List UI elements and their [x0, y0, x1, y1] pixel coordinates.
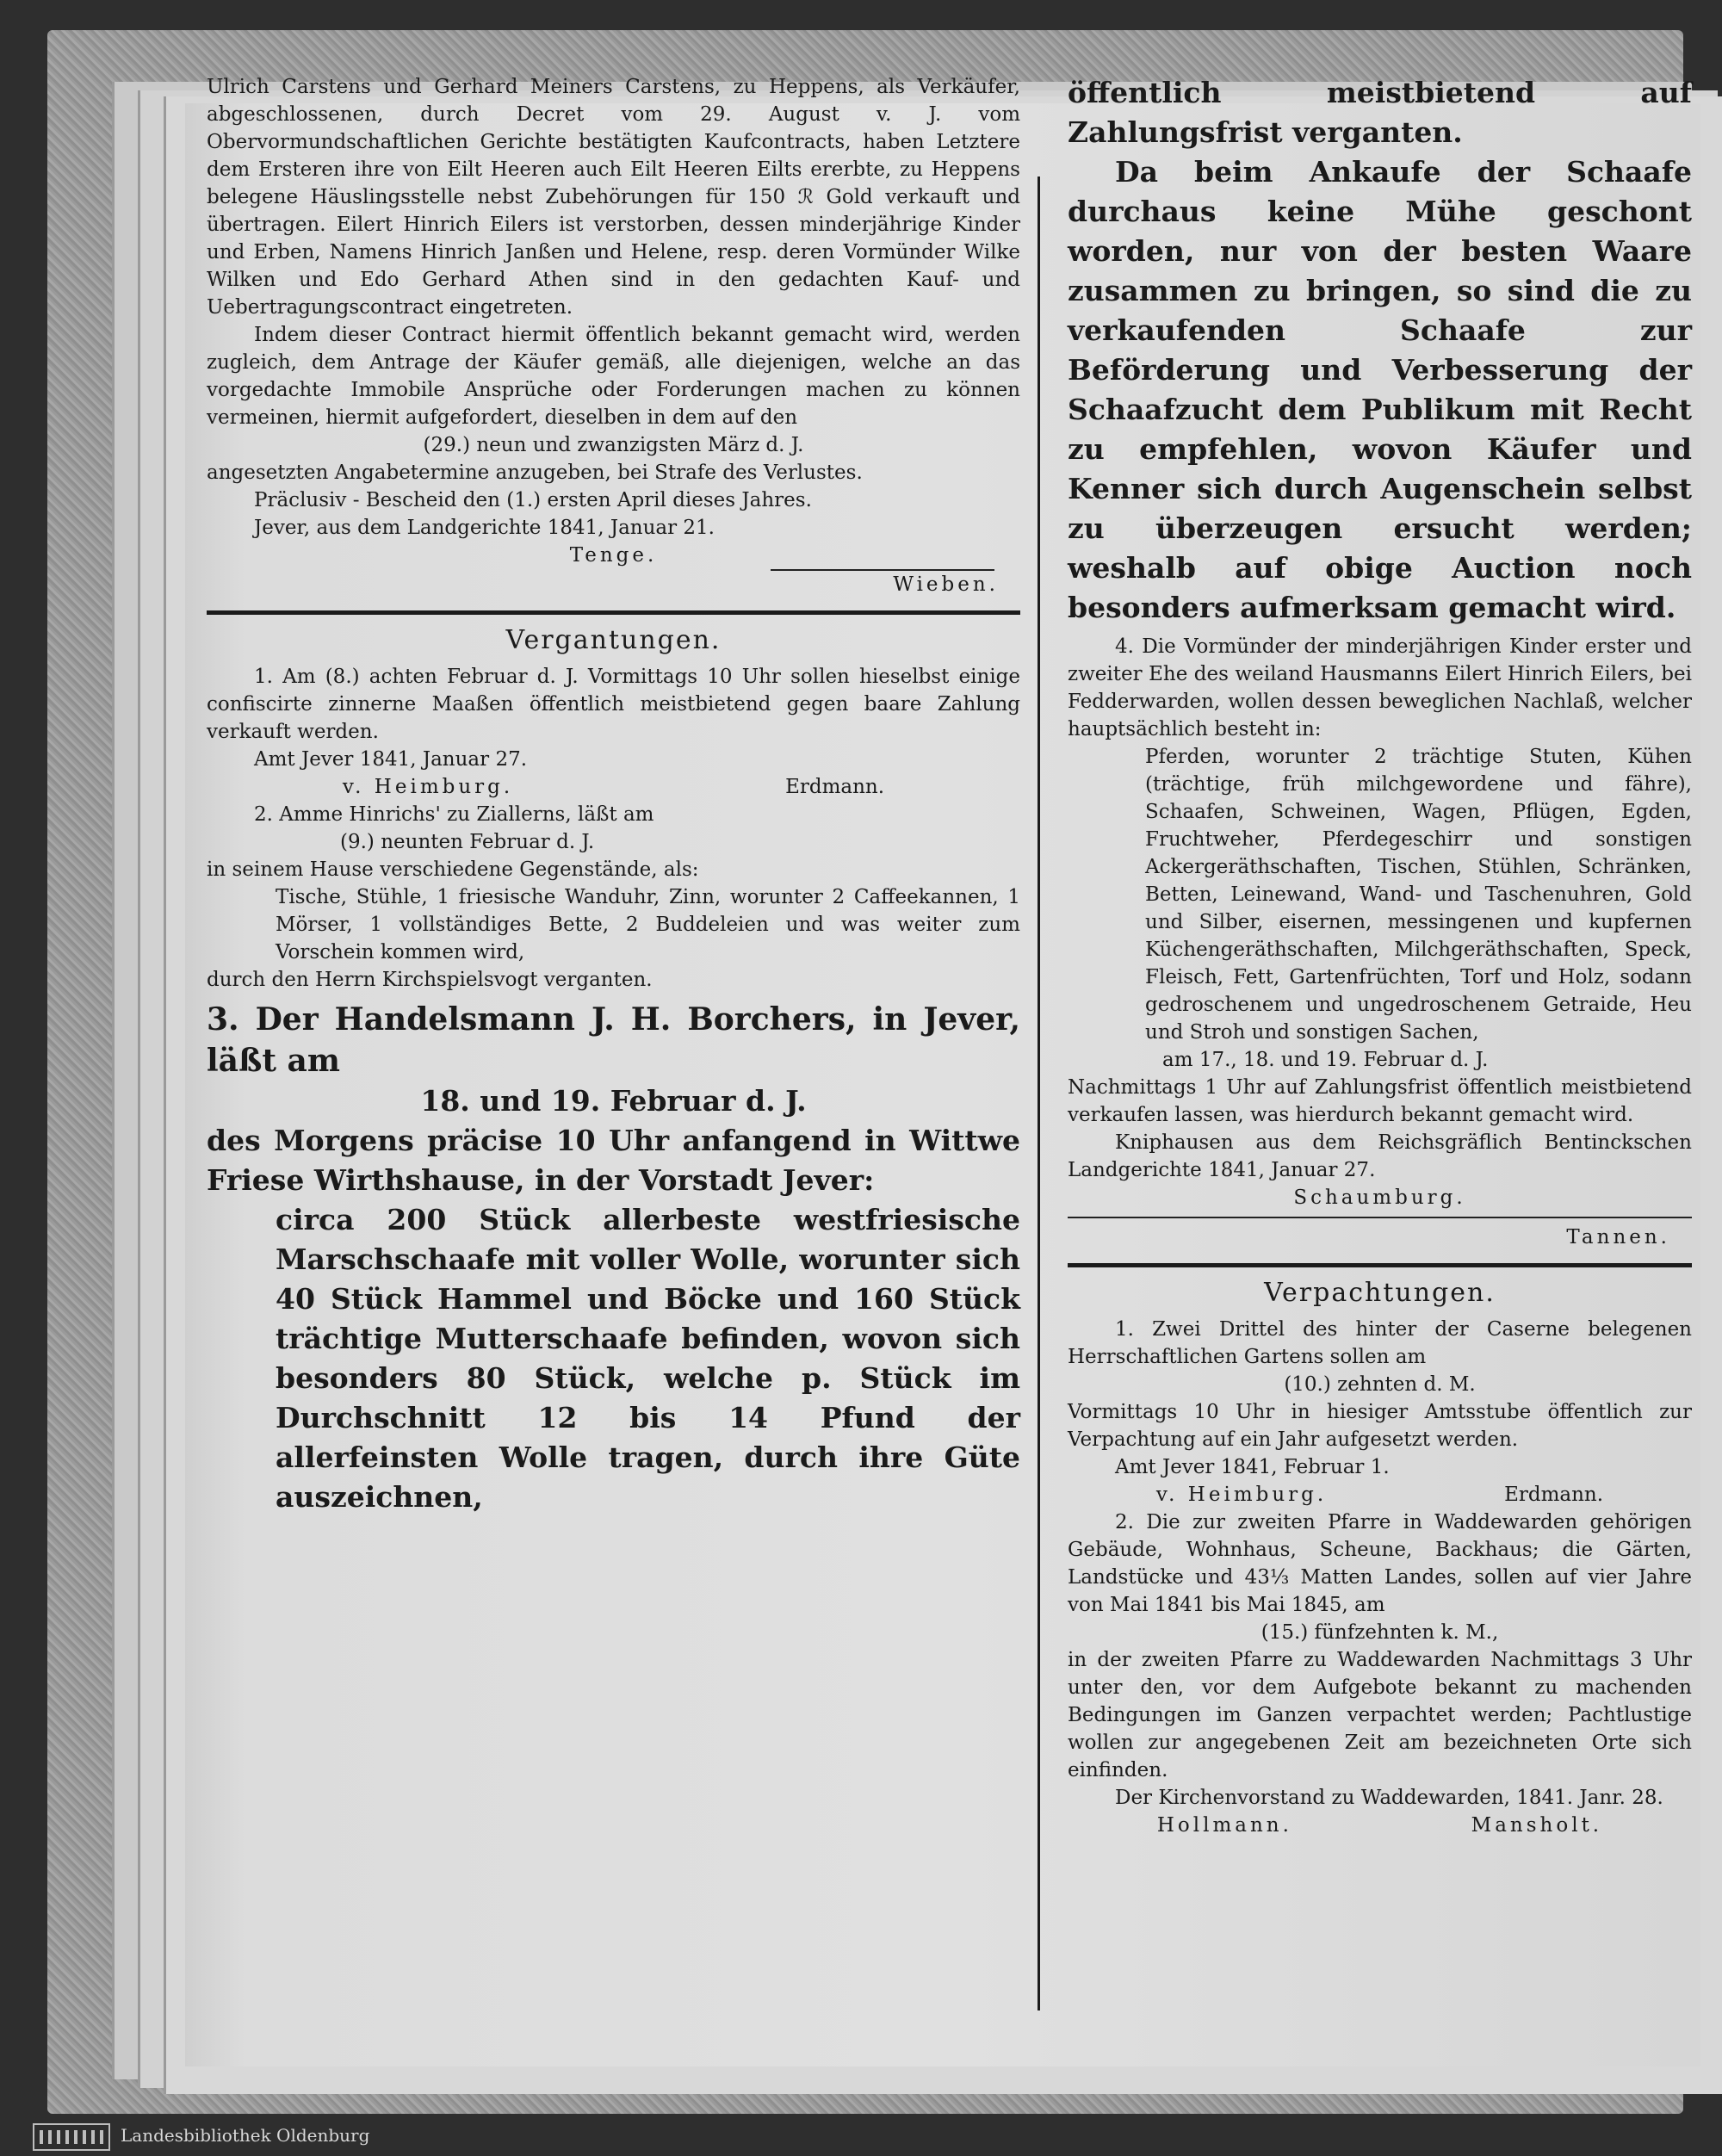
signature: v. Heimburg. — [1155, 1484, 1328, 1506]
notice-place-date: Kniphausen aus dem Reichsgräflich Bentinckschen Landgerichte 1841, Januar 27. — [1068, 1131, 1692, 1181]
signature: Erdmann. — [1504, 1484, 1604, 1506]
section-rule — [1068, 1263, 1692, 1267]
notice-date: 18. und 19. Februar d. J. — [420, 1084, 807, 1118]
column-divider — [1038, 177, 1040, 2010]
notice-text: in seinem Hause verschiedene Gegenstände, als: — [207, 858, 699, 881]
notice-item-1: 1. Am (8.) achten Februar d. J. Vormittags 10 Uhr sollen hieselbst einige confiscirte zinnerne Maaßen öffentlich meistbietend gegen baare Zahlung verkauft werden. — [207, 666, 1020, 743]
notice-signatures — [1068, 1812, 1692, 1839]
notice-item-4: 4. Die Vormünder der minderjährigen Kinder erster und zweiter Ehe des weiland Hausmanns Eilert Hinrich Eilers, bei Fedderwarden, wollen dessen beweglichen Nachlaß, welcher hauptsächlich besteht in: — [1068, 635, 1692, 740]
notice-date: am 17., 18. und 19. Februar d. J. — [1162, 1049, 1489, 1071]
notice-place-date: Amt Jever 1841, Februar 1. — [1115, 1456, 1390, 1478]
signature: Schaumburg. — [1293, 1186, 1466, 1209]
notice-date: (10.) zehnten d. M. — [1284, 1373, 1476, 1396]
place-date: Jever, aus dem Landgerichte 1841, Januar 21. — [254, 517, 715, 539]
notice-item-3: 3. Der Handelsmann J. H. Borchers, in Jever, läßt am — [207, 1001, 1020, 1079]
notice-place-date: Amt Jever 1841, Januar 27. — [254, 748, 528, 771]
contract-paragraph: Indem dieser Contract hiermit öffentlich bekannt gemacht wird, werden zugleich, dem Antrage der Käufer gemäß, alle diejenigen, welche an das vorgedachte Immobile Ansprüche oder Forderungen machen zu können vermeinen, hiermit aufgefordert, dieselben in dem auf den — [207, 324, 1020, 429]
estate-list: Pferden, worunter 2 trächtige Stuten, Kühen (trächtige, früh milchgewordene und fähre), Schaafen, Schweinen, Wagen, Pflügen, Egden, Fruchtweher, Pferdegeschirr und sonstigen Ackergeräthschaften, Tischen, Stühlen, Schränken, Betten, Leinewand, Wand- und Taschenuhren, Gold und Silber, eisernen, messingenen und kupfernen Küchengeräthschaften, Milchgeräthschaften, Speck, Fleisch, Fett, Gartenfrüchten, Torf und Holz, sodann gedroschenem und ungedroschenem Getraide, Heu und Stroh und sonstigen Sachen, — [1145, 746, 1692, 1044]
library-logo-icon — [33, 2123, 110, 2151]
notice-text: Nachmittags 1 Uhr auf Zahlungsfrist öffentlich meistbietend verkaufen lassen, was hierdurch bekannt gemacht wird. — [1068, 1076, 1692, 1126]
goods-list: Tische, Stühle, 1 friesische Wanduhr, Zinn, worunter 2 Caffeekannen, 1 Mörser, 1 vollständiges Bette, 2 Buddeleien und was weiter zum Vorschein kommen wird, — [276, 886, 1020, 963]
notice-date: (15.) fünfzehnten k. M., — [1261, 1621, 1499, 1644]
intro-paragraph: Ulrich Carstens und Gerhard Meiners Carstens, zu Heppens, als Verkäufer, abgeschlossenen, durch Decret vom 29. August v. J. vom Obervormundschaftlichen Gerichte bestätigten Kaufcontracts, haben Letztere dem Ersteren ihre von Eilt Heeren auch Eilt Heeren Eilts ererbte, zu Heppens belegene Häuslingsstelle nebst Zubehörungen für 150 ℛ Gold verkauft und übertragen. Eilert Hinrich Eilers ist verstorben, dessen minderjährige Kinder und Erben, Namens Hinrich Janßen und Helene, resp. deren Vormünder Wilke Wilken und Edo Gerhard Athen sind in den gedachten Kauf- und Uebertragungscontract eingetreten. — [207, 76, 1020, 319]
deadline-date: (29.) neun und zwanzigsten März d. J. — [423, 434, 804, 456]
notice-item-2: 2. Amme Hinrichs' zu Ziallerns, läßt am — [254, 803, 654, 826]
signature: Hollmann. — [1156, 1814, 1292, 1837]
advertisement-paragraph: Da beim Ankaufe der Schaafe durchaus keine Mühe geschont worden, nur von der besten Waare zusammen zu bringen, so sind die zu verkaufenden Schaafe zur Beförderung und Verbesserung der Schaafzucht dem Publikum mit Recht zu empfehlen, wovon Käufer und Kenner sich durch Augenschein selbst zu überzeugen ersucht werden; weshalb auf obige Auction noch besonders aufmerksam gemacht wird. — [1068, 155, 1692, 624]
lease-item-2: 2. Die zur zweiten Pfarre in Waddewarden gehörigen Gebäude, Wohnhaus, Scheune, Backhaus; die Gärten, Landstücke und 43⅓ Matten Landes, sollen auf vier Jahre von Mai 1841 bis Mai 1845, am — [1068, 1511, 1692, 1616]
signature: Erdmann. — [785, 776, 885, 798]
notice-text: des Morgens präcise 10 Uhr anfangend in Wittwe Friese Wirthshause, in der Vorstadt Jever: — [207, 1124, 1020, 1197]
penalty-paragraph: angesetzten Angabetermine anzugeben, bei Strafe des Verlustes. — [207, 462, 863, 484]
right-column — [1068, 73, 1692, 1839]
signature: Wieben. — [893, 573, 999, 596]
signature: Tannen. — [1566, 1226, 1670, 1248]
notice-date: (9.) neunten Februar d. J. — [340, 831, 595, 853]
signature: v. Heimburg. — [342, 776, 514, 798]
praeclusiv-paragraph: Präclusiv - Bescheid den (1.) ersten April dieses Jahres. — [254, 489, 812, 511]
signature: Mansholt. — [1471, 1814, 1603, 1837]
section-rule — [207, 610, 1020, 615]
signature-rule — [1068, 1217, 1692, 1218]
sheep-list: circa 200 Stück allerbeste westfriesische Marschschaafe mit voller Wolle, worunter sich 40 Stück Hammel und Böcke und 160 Stück trächtige Mutterschaafe befinden, wovon sich besonders 80 Stück, welche p. Stück im Durchschnitt 12 bis 14 Pfund der allerfeinsten Wolle tragen, durch ihre Güte auszeichnen, — [276, 1203, 1020, 1514]
continuation-text: öffentlich meistbietend auf Zahlungsfrist verganten. — [1068, 76, 1692, 149]
lease-item-1: 1. Zwei Drittel des hinter der Caserne belegenen Herrschaftlichen Gartens sollen am — [1068, 1318, 1692, 1368]
section-title-vergantungen: Vergantungen. — [505, 625, 722, 655]
notice-text: Vormittags 10 Uhr in hiesiger Amtsstube öffentlich zur Verpachtung auf ein Jahr aufgesetzt werden. — [1068, 1401, 1692, 1451]
signature: Tenge. — [569, 544, 658, 567]
notice-signatures — [1068, 1481, 1692, 1509]
section-title-verpachtungen: Verpachtungen. — [1264, 1278, 1496, 1308]
left-column — [207, 73, 1020, 1517]
notice-text: in der zweiten Pfarre zu Waddewarden Nachmittags 3 Uhr unter den, vor dem Aufgebote bekannt zu machenden Bedingungen im Ganzen verpachtet werden; Pachtlustige wollen zur angegebenen Zeit am bezeichneten Orte sich einfinden. — [1068, 1649, 1692, 1781]
library-name: Landesbibliothek Oldenburg — [121, 2125, 370, 2146]
notice-signatures — [207, 773, 1020, 801]
notice-place-date: Der Kirchenvorstand zu Waddewarden, 1841. Janr. 28. — [1115, 1787, 1663, 1809]
notice-text: durch den Herrn Kirchspielsvogt verganten. — [207, 969, 653, 991]
